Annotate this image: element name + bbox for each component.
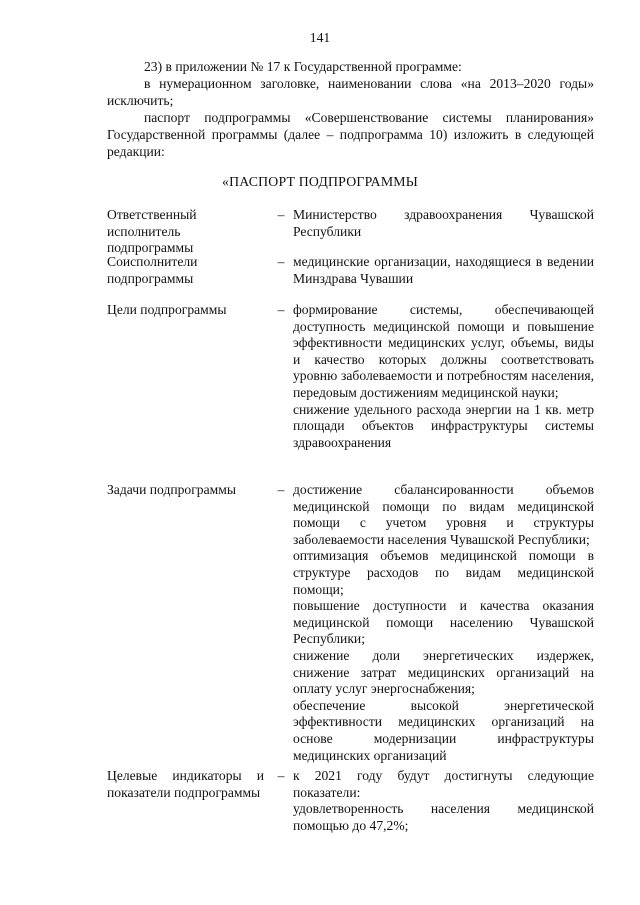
value-paragraph: повышение доступности и качества оказания медицинской помощи населению Чувашской Республики; [293, 598, 594, 647]
row-value [293, 482, 594, 764]
passport-title: «ПАСПОРТ ПОДПРОГРАММЫ [221, 174, 419, 189]
intro-paragraph: 23) в приложении № 17 к Государственной программе: [144, 59, 462, 74]
row-value [293, 254, 594, 287]
value-paragraph: снижение удельного расхода энергии на 1 кв. метр площади объектов инфраструктуры системы здравоохранения [293, 401, 594, 450]
intro-paragraph: в нумерационном заголовке, наименовании слова «на 2013–2020 годы» исключить; [107, 76, 594, 108]
value-paragraph: обеспечение высокой энергетической эффективности медицинских организаций на основе модернизации инфраструктуры медицинских организаций [293, 697, 594, 763]
value-paragraph: медицинские организации, находящиеся в ведении Минздрава Чувашии [293, 254, 594, 286]
row-label: Цели подпрограммы [107, 302, 227, 317]
value-paragraph: оптимизация объемов медицинской помощи в структуре расходов по видам медицинской помощи; [293, 548, 594, 597]
page-number: 141 [309, 30, 331, 45]
value-paragraph: снижение доли энергетических издержек, снижение затрат медицинских организаций на оплату услуг энергоснабжения; [293, 647, 594, 697]
value-paragraph: к 2021 году будут достигнуты следующие показатели: [293, 768, 594, 800]
value-paragraph: удовлетворенность населения медицинской помощью до 47,2%; [293, 801, 594, 833]
row-value [293, 302, 594, 451]
intro-text [107, 58, 594, 160]
row-dash: – [277, 207, 285, 222]
row-dash: – [277, 482, 285, 497]
row-label: Ответственный исполнитель подпрограммы [107, 207, 197, 256]
row-value [293, 207, 594, 240]
value-paragraph: Министерство здравоохранения Чувашской Республики [293, 207, 594, 239]
row-value [293, 768, 594, 834]
value-paragraph: достижение сбалансированности объемов медицинской помощи по видам медицинской помощи с учетом уровня и структуры заболеваемости населения Чувашской Республики; [293, 482, 594, 547]
row-dash: – [277, 768, 285, 783]
row-label: Целевые индикаторы и показатели подпрограммы [107, 768, 264, 800]
row-dash: – [277, 302, 285, 317]
row-label: Задачи подпрограммы [107, 482, 236, 497]
value-paragraph: формирование системы, обеспечивающей доступность медицинской помощи и повышение эффективности медицинских услуг, объемы, виды и качество которых должны соответствовать уровню заболеваемости и потребностям населения, передовым достижениям медицинской науки; [293, 302, 594, 400]
row-dash: – [277, 254, 285, 269]
intro-paragraph: паспорт подпрограммы «Совершенствование системы планирования» Государственной программы (далее – подпрограмма 10) изложить в следующей редакции: [107, 110, 594, 159]
row-label: Соисполнители подпрограммы [107, 254, 198, 286]
